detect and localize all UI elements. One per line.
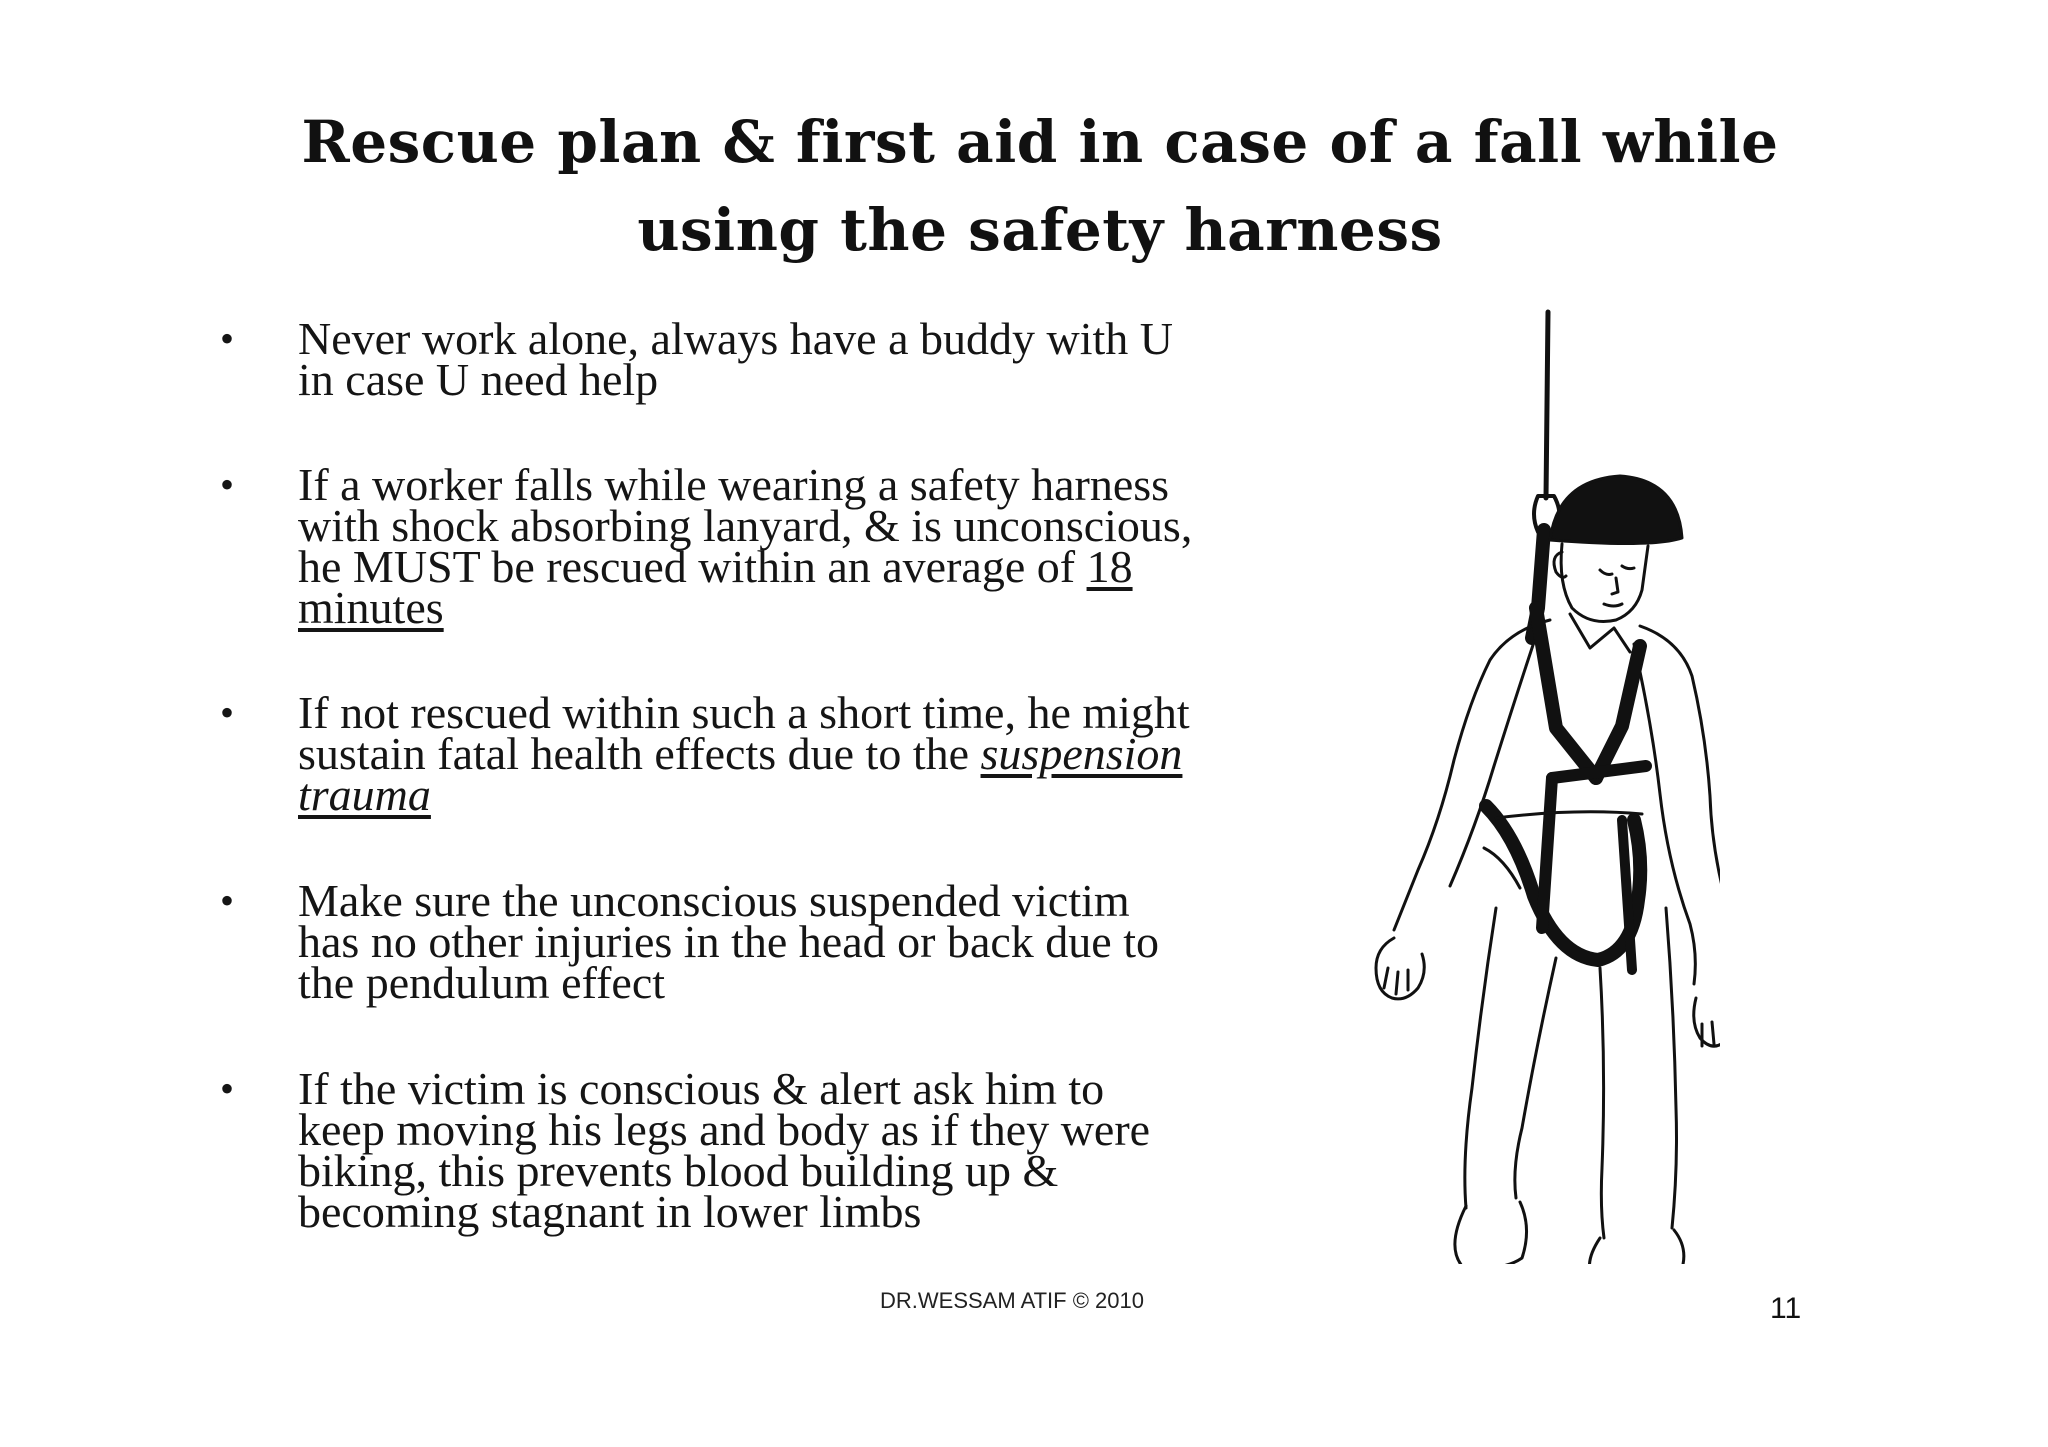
bullet-text: [298, 687, 1198, 820]
bullet-dot: •: [220, 316, 235, 361]
left-hand: [1376, 938, 1424, 999]
bullet-dot: •: [220, 462, 235, 507]
shirt-collar: [1570, 614, 1630, 652]
bullet-text: [298, 459, 1198, 633]
harness-chest-strap: [1536, 608, 1596, 778]
slide-title: [260, 98, 1820, 274]
suspended-worker-in-harness-illustration: [1300, 308, 1720, 1264]
italic-underlined-emphasis: suspension trauma: [298, 728, 1183, 820]
footer-copyright: DR.WESSAM ATIF © 2010: [880, 1288, 1144, 1313]
bullet-text-part: If not rescued within such a short time, he might sustain fatal health effects due to the: [298, 687, 1190, 779]
page-number: 11: [1770, 1292, 1802, 1325]
bullet-dot: •: [220, 1066, 235, 1111]
bullet-text: If the victim is conscious & alert ask him to keep moving his legs and body as if they were biking, this prevents blood building up & becoming stagnant in lower limbs: [298, 1063, 1151, 1237]
slide-title-line-1: Rescue plan & first aid in case of a fall while: [301, 108, 1779, 176]
left-boot: [1455, 1202, 1527, 1264]
right-arm-outline: [1640, 626, 1720, 976]
left-leg: [1465, 908, 1496, 1208]
slide-title-line-2: using the safety harness: [637, 196, 1443, 264]
bullet-text: Never work alone, always have a buddy with U in case U need help: [298, 313, 1174, 405]
right-hand: [1694, 998, 1720, 1046]
bullet-text: Make sure the unconscious suspended victim has no other injuries in the head or back due to the pendulum effect: [298, 875, 1159, 1008]
head-outline: [1561, 544, 1648, 622]
underlined-emphasis: 18 minutes: [298, 541, 1133, 633]
harness-leg-loops: [1486, 806, 1640, 960]
lifeline-rope: [1546, 312, 1548, 498]
right-leg: [1600, 968, 1604, 1238]
bullet-dot: •: [220, 690, 235, 735]
bullet-dot: •: [220, 878, 235, 923]
helmet-icon: [1550, 476, 1682, 544]
bullet-text-part: If a worker falls while wearing a safety harness with shock absorbing lanyard, & is unconscious, he MUST be rescued within an average of: [298, 459, 1193, 592]
